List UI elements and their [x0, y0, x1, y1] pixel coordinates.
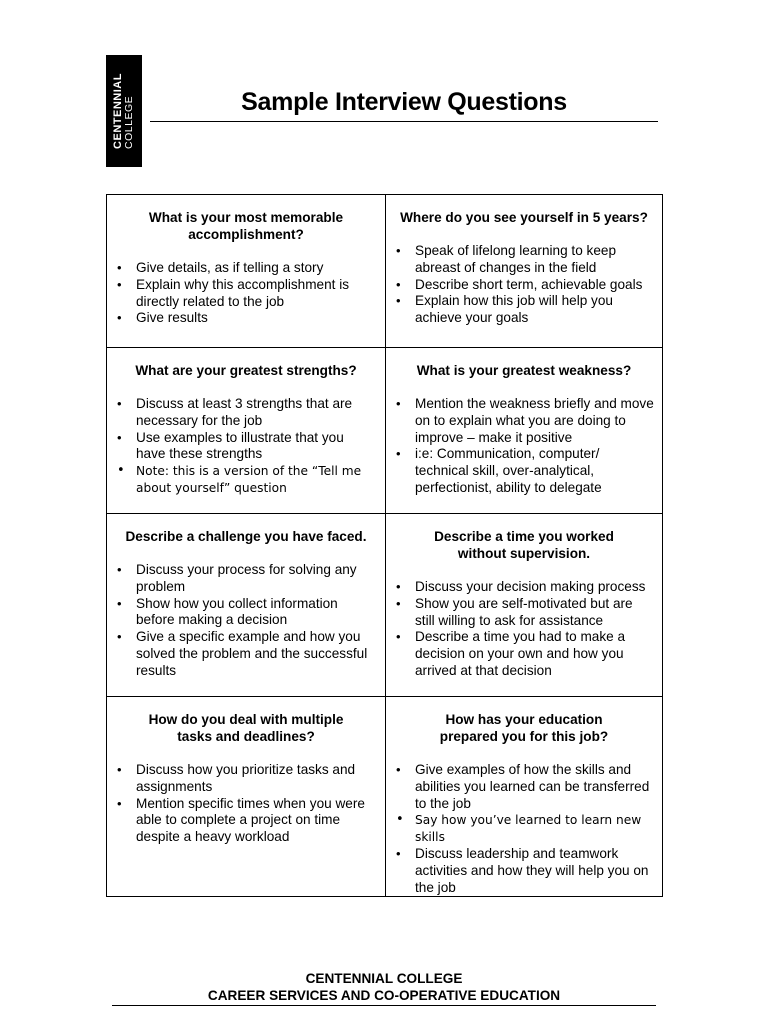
tip-item: • Use examples to illustrate that you have these strengths: [115, 430, 377, 464]
centennial-college-logo: [106, 55, 142, 167]
question-heading: Describe a time you worked without supervision.: [434, 529, 614, 561]
tip-item: • Mention the weakness briefly and move on to explain what you are doing to improve – make it positive: [394, 396, 654, 446]
tip-item: • Describe a time you had to make a decision on your own and how you arrived at that decision: [394, 629, 654, 679]
tip-item: • Explain how this job will help you achieve your goals: [394, 293, 654, 327]
footer: [112, 971, 656, 1004]
question-cell: [385, 348, 662, 513]
tip-item: • Discuss leadership and teamwork activities and how they will help you on the job: [394, 846, 654, 896]
tips-list: [394, 762, 654, 896]
page-title: Sample Interview Questions: [241, 88, 567, 116]
question-cell: [107, 514, 385, 696]
table-row: [107, 513, 662, 696]
tips-list: [115, 562, 377, 680]
tips-list: [394, 579, 654, 680]
tip-item: • Show you are self-motivated but are still willing to ask for assistance: [394, 596, 654, 630]
question-cell: [107, 195, 385, 347]
question-cell: [107, 697, 385, 896]
table-row: [107, 347, 662, 513]
tip-item: • Note: this is a version of the “Tell me about yourself” question: [115, 463, 377, 497]
table-row: [107, 696, 662, 896]
tip-item: • Give details, as if telling a story: [115, 260, 377, 277]
tip-item: • Show how you collect information before making a decision: [115, 596, 377, 630]
question-heading: Describe a challenge you have faced.: [125, 529, 367, 544]
question-cell: [385, 514, 662, 696]
tip-item: • i:e: Communication, computer/ technical skill, over-analytical, perfectionist, ability to delegate: [394, 446, 654, 496]
logo-line-1: CENTENNIAL: [112, 73, 124, 149]
tip-item: • Explain why this accomplishment is directly related to the job: [115, 277, 377, 311]
question-heading: What is your most memorable accomplishment?: [148, 210, 344, 242]
tip-item: • Discuss at least 3 strengths that are necessary for the job: [115, 396, 377, 430]
tip-item: • Give examples of how the skills and abilities you learned can be transferred to the job: [394, 762, 654, 812]
tips-list: [394, 396, 654, 497]
footer-divider: [112, 1005, 656, 1006]
tip-item: • Describe short term, achievable goals: [394, 277, 654, 294]
tips-list: [115, 396, 377, 497]
tips-list: [115, 260, 377, 327]
question-heading: How has your education prepared you for this job?: [439, 712, 609, 744]
tip-item: • Speak of lifelong learning to keep abreast of changes in the field: [394, 243, 654, 277]
footer-institution: CENTENNIAL COLLEGE: [305, 971, 463, 986]
table-row: [107, 195, 662, 347]
tip-item: • Discuss your process for solving any problem: [115, 562, 377, 596]
tips-list: [115, 762, 377, 846]
logo-line-2: COLLEGE: [123, 95, 135, 149]
tip-item: • Say how you’ve learned to learn new skills: [394, 812, 654, 846]
question-cell: [107, 348, 385, 513]
question-cell: [385, 697, 662, 896]
tip-item: • Give a specific example and how you solved the problem and the successful results: [115, 629, 377, 679]
question-heading: How do you deal with multiple tasks and deadlines?: [148, 712, 344, 744]
questions-table: [106, 194, 663, 897]
question-cell: [385, 195, 662, 347]
title-divider: [150, 121, 658, 122]
tip-item: • Discuss your decision making process: [394, 579, 654, 596]
question-heading: What is your greatest weakness?: [416, 363, 632, 378]
tip-item: • Discuss how you prioritize tasks and assignments: [115, 762, 377, 796]
tips-list: [394, 243, 654, 327]
tip-item: • Mention specific times when you were able to complete a project on time despite a heavy workload: [115, 796, 377, 846]
question-heading: What are your greatest strengths?: [135, 363, 357, 378]
question-heading: Where do you see yourself in 5 years?: [400, 210, 648, 225]
tip-item: • Give results: [115, 310, 377, 327]
footer-department: CAREER SERVICES AND CO-OPERATIVE EDUCATION: [207, 987, 561, 1003]
